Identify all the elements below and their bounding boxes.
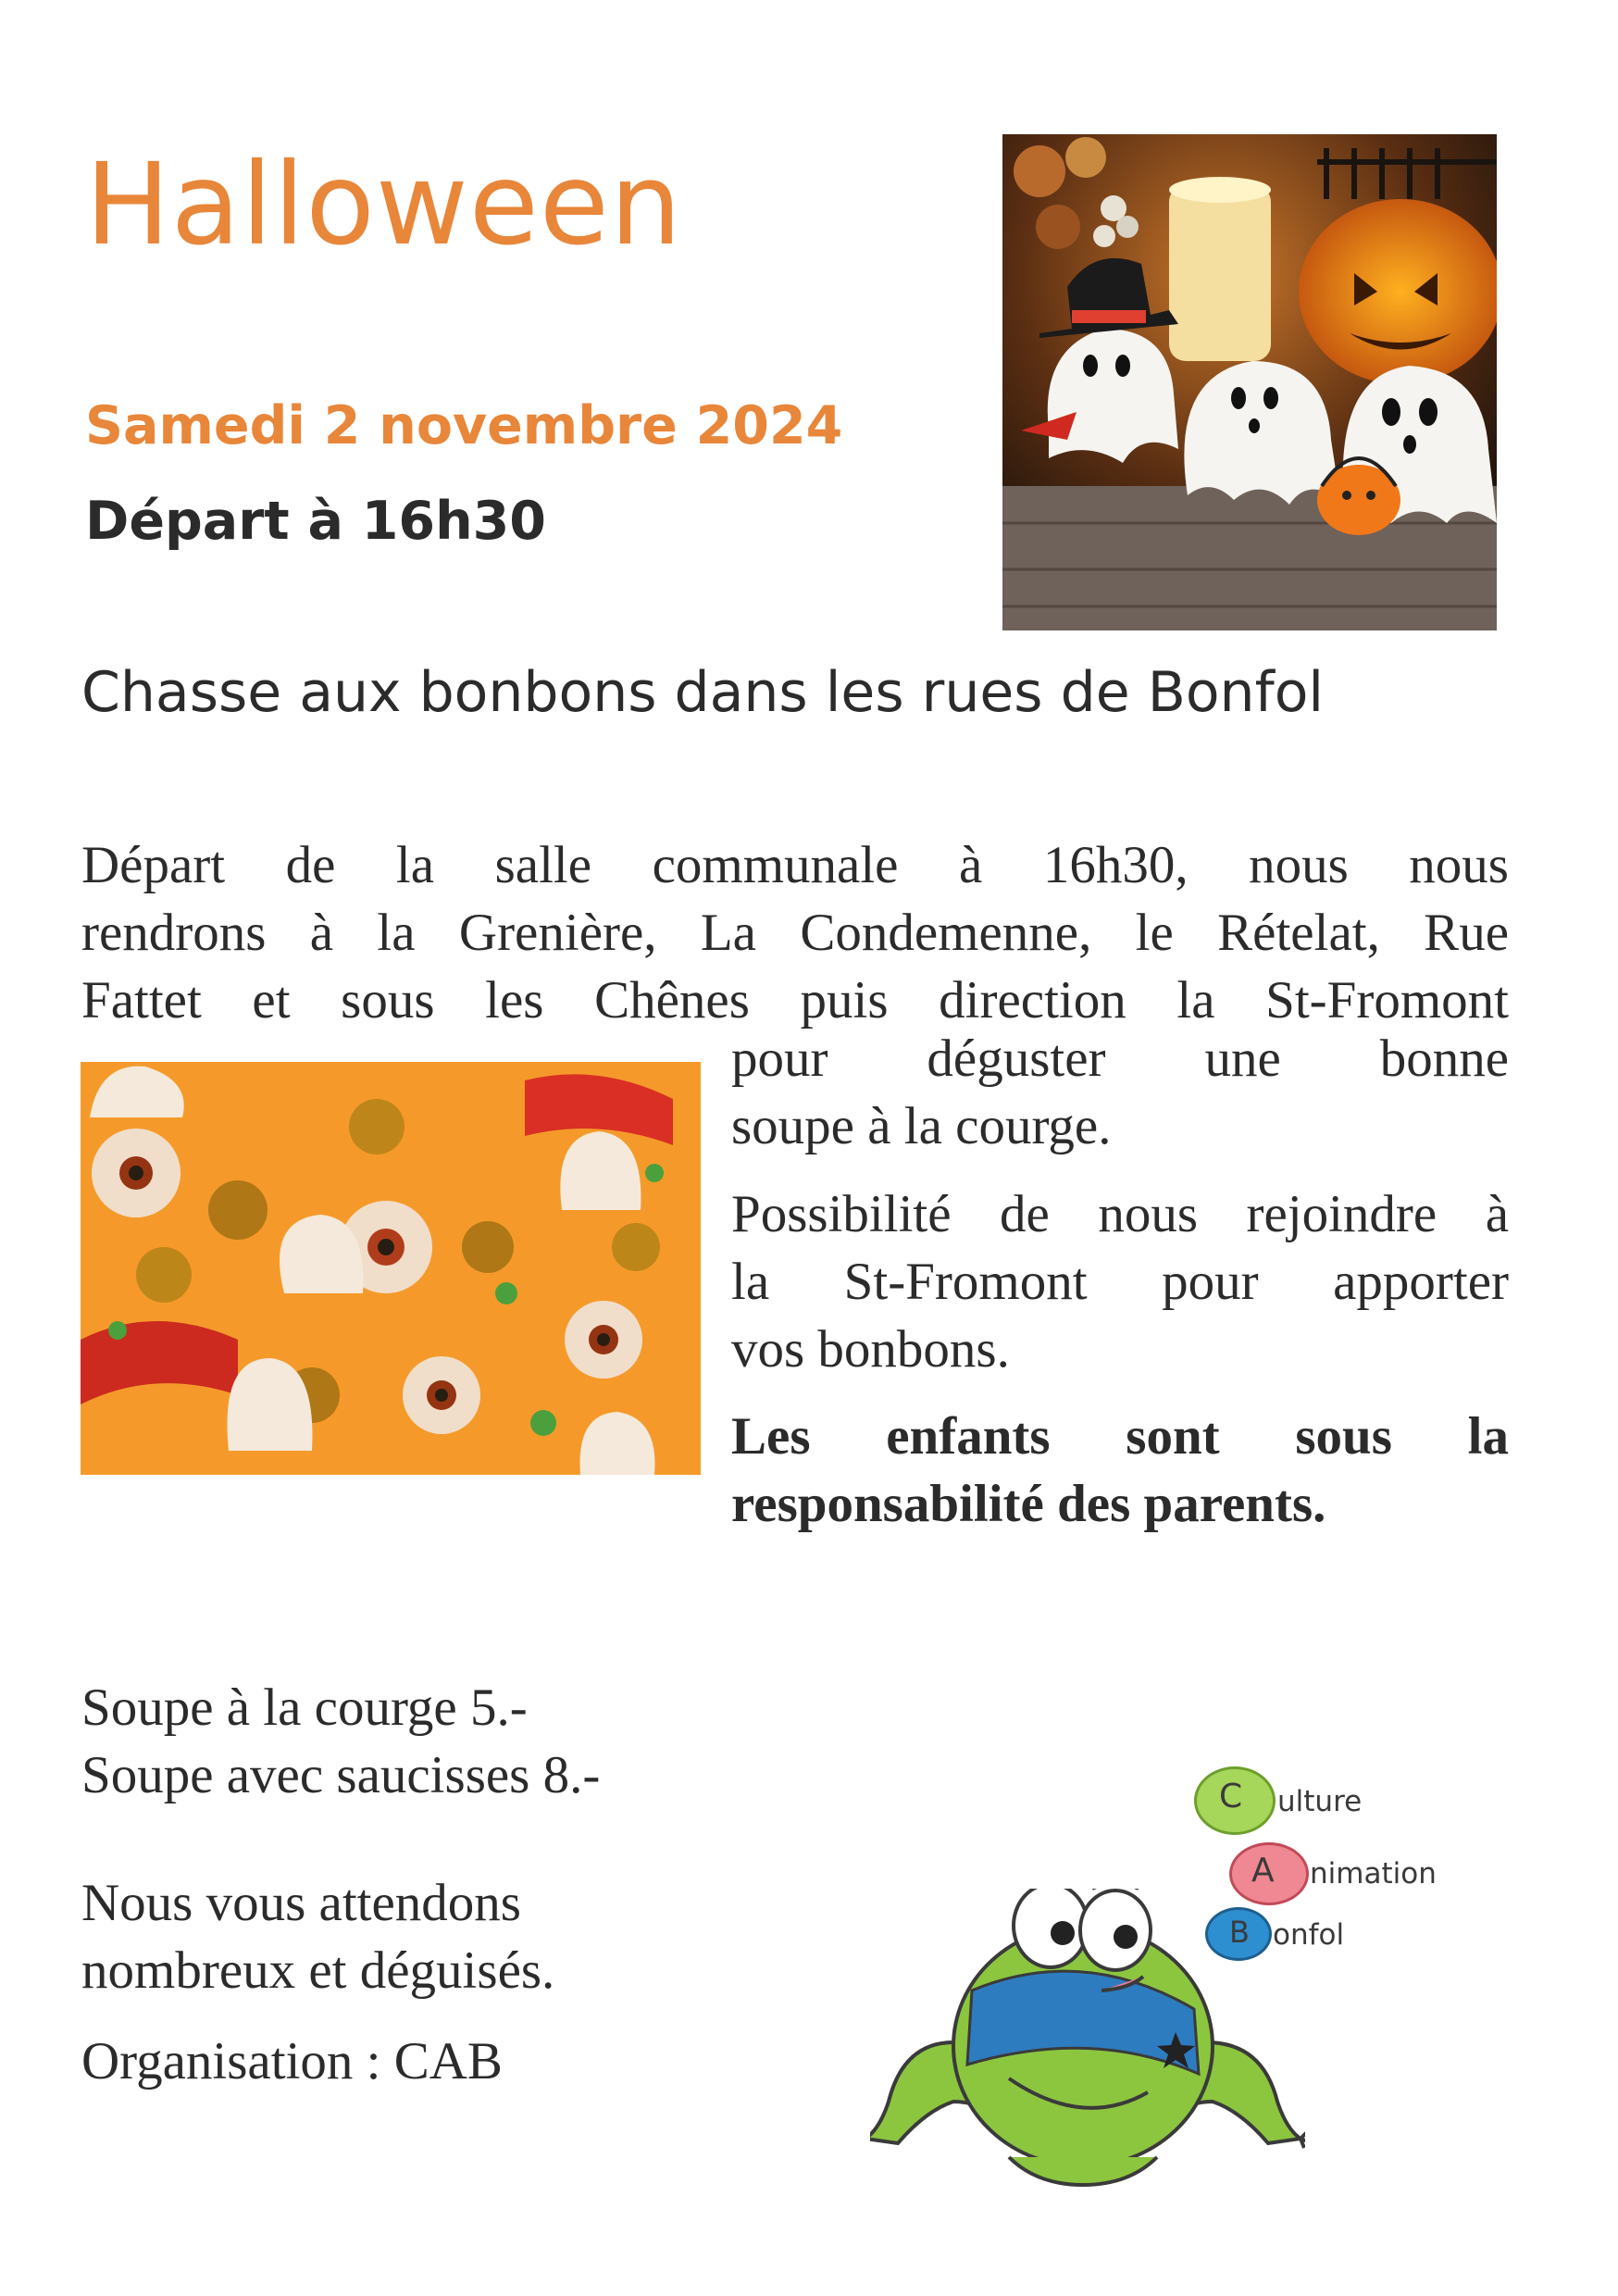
frog-mascot-icon xyxy=(870,1889,1305,2203)
logo-letter-b: B xyxy=(1229,1915,1250,1950)
logo-word-bonfol: onfol xyxy=(1273,1918,1345,1952)
intro-line: Départ de la salle communale à 16h30, nous nous xyxy=(81,836,1509,894)
event-date: Samedi 2 novembre 2024 xyxy=(85,395,843,456)
intro-cont-line: soupe à la courge. xyxy=(731,1097,1112,1155)
possibility-paragraph xyxy=(731,1180,1509,1383)
responsibility-paragraph xyxy=(731,1403,1509,1538)
possibility-line: Possibilité de nous rejoindre à xyxy=(731,1185,1509,1243)
closing-message xyxy=(81,1869,554,2004)
price-item: Soupe avec saucisses 8.- xyxy=(81,1746,601,1804)
responsibility-line: responsabilité des parents. xyxy=(731,1475,1326,1533)
possibility-line: vos bonbons. xyxy=(731,1320,1010,1379)
event-subtitle: Chasse aux bonbons dans les rues de Bonfol xyxy=(81,660,1325,725)
cab-logo xyxy=(870,1750,1462,2213)
responsibility-line: Les enfants sont sous la xyxy=(731,1407,1509,1466)
intro-paragraph xyxy=(81,831,1509,1034)
organisation-line: Organisation : CAB xyxy=(81,2032,503,2090)
price-list xyxy=(81,1674,600,1809)
departure-time: Départ à 16h30 xyxy=(85,491,546,552)
intro-line: rendrons à la Grenière, La Condemenne, le Rételat, Rue xyxy=(81,904,1509,962)
intro-line: Fattet et sous les Chênes puis direction la St-Fromont xyxy=(81,971,1509,1029)
closing-line: nombreux et déguisés. xyxy=(81,1941,555,2000)
logo-letter-c: C xyxy=(1219,1778,1243,1816)
possibility-line: la St-Fromont pour apporter xyxy=(731,1253,1509,1311)
logo-word-animation: nimation xyxy=(1310,1857,1437,1890)
price-item: Soupe à la courge 5.- xyxy=(81,1678,528,1737)
logo-letter-a: A xyxy=(1251,1852,1275,1890)
halloween-candy-photo xyxy=(81,1062,701,1475)
logo-word-culture: ulture xyxy=(1277,1785,1363,1818)
page-title: Halloween xyxy=(85,139,683,270)
intro-continuation xyxy=(731,1025,1509,1160)
halloween-ghosts-photo xyxy=(1002,134,1497,630)
intro-cont-line: pour déguster une bonne xyxy=(731,1029,1509,1088)
closing-line: Nous vous attendons xyxy=(81,1874,521,1932)
